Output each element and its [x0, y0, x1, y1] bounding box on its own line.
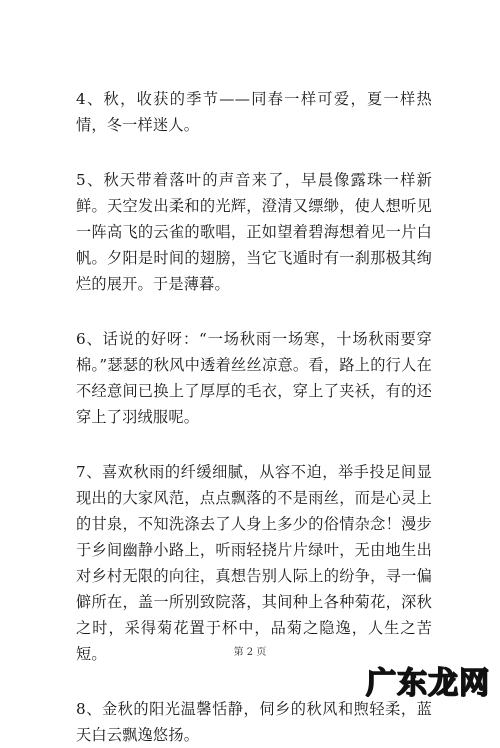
- site-watermark-logo: 广东龙网: [366, 666, 490, 701]
- page-number: 第 2 页: [233, 647, 267, 658]
- paragraph-5: 5、秋天带着落叶的声音来了，早晨像露珠一样新鲜。天空发出柔和的光辉，澄清又缥缈，使人想听见一阵高飞的云雀的歌唱，正如望着碧海想着见一片白帆。夕阳是时间的翅膀，当它飞遁时有一刹那极其绚烂的展开。于是薄暮。: [76, 171, 432, 293]
- paragraph-7: 7、喜欢秋雨的纤缓细腻，从容不迫，举手投足间显现出的大家风范，点点飘落的不是雨丝，而是心灵上的甘泉，不知洗涤去了人身上多少的俗情杂念！漫步于乡间幽静小路上，听雨轻挠片片绿叶，无由地生出对乡村无限的向往，真想告别人际上的纷争，寻一偏僻所在，盖一所别致院落，其间种上各种菊花，深秋之时，采得菊花置于杯中，品菊之隐逸，人生之苦短。: [76, 463, 432, 663]
- paragraph-4: 4、秋，收获的季节——同春一样可爱，夏一样热情，冬一样迷人。: [76, 90, 432, 134]
- paragraph-6: 6、话说的好呀：“一场秋雨一场寒，十场秋雨要穿棉。”瑟瑟的秋风中透着丝丝凉意。看，路上的行人在不经意间已换上了厚厚的毛衣，穿上了夹袄，有的还穿上了羽绒服呢。: [76, 330, 432, 426]
- paragraph-8: 8、金秋的阳光温馨恬静，伺乡的秋风和煦轻柔，蓝天白云飘逸悠扬。: [76, 700, 432, 744]
